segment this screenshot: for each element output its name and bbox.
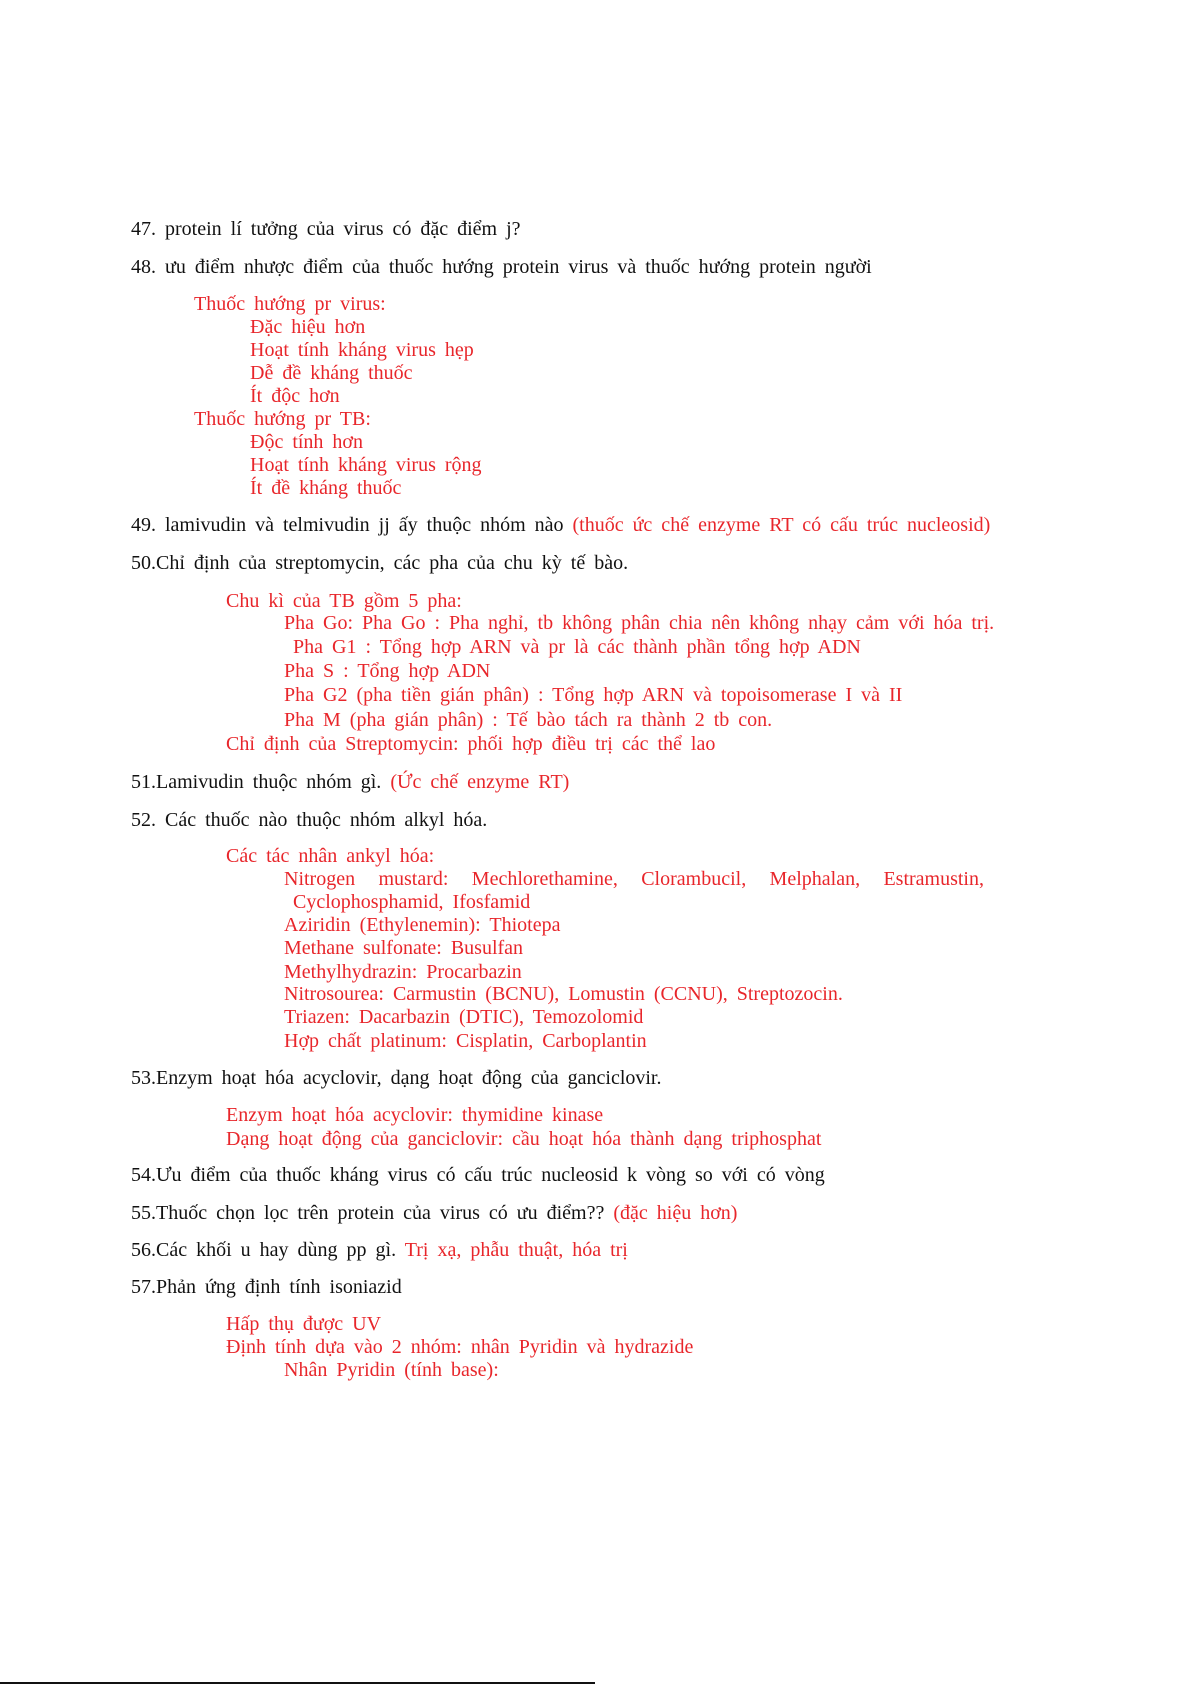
list-item: Pha Go: Pha Go : Pha nghỉ, tb không phân chia nên không nhạy cảm với hóa trị. bbox=[284, 612, 995, 634]
list-item: Hoạt tính kháng virus hẹp bbox=[250, 339, 474, 361]
list-item: Hợp chất platinum: Cisplatin, Carboplantin bbox=[284, 1030, 647, 1052]
list-item: Aziridin (Ethylenemin): Thiotepa bbox=[284, 914, 561, 936]
q50-cycle-label: Chu kì của TB gồm 5 pha: bbox=[226, 590, 462, 612]
answer: (Ức chế enzyme RT) bbox=[390, 771, 570, 793]
list-item: Pha G2 (pha tiền gián phân) : Tổng hợp ARN và topoisomerase I và II bbox=[284, 684, 903, 706]
list-item: Pha M (pha gián phân) : Tế bào tách ra thành 2 tb con. bbox=[284, 709, 773, 731]
q48-group-tb: Thuốc hướng pr TB: bbox=[194, 408, 371, 430]
list-item: Độc tính hơn bbox=[250, 431, 364, 453]
footer-rule bbox=[0, 1682, 595, 1684]
question-55: 55.Thuốc chọn lọc trên protein của virus có ưu điểm?? (đặc hiệu hơn) bbox=[131, 1202, 738, 1224]
q50-indication: Chỉ định của Streptomycin: phối hợp điều trị các thể lao bbox=[226, 733, 716, 755]
question-56: 56.Các khối u hay dùng pp gì. Trị xạ, phẫu thuật, hóa trị bbox=[131, 1239, 628, 1261]
list-item: Nitrosourea: Carmustin (BCNU), Lomustin (CCNU), Streptozocin. bbox=[284, 983, 843, 1005]
question-53: 53.Enzym hoạt hóa acyclovir, dạng hoạt động của ganciclovir. bbox=[131, 1067, 662, 1089]
list-item: Hấp thụ được UV bbox=[226, 1313, 382, 1335]
list-item: Pha S : Tổng hợp ADN bbox=[284, 660, 491, 682]
list-item-continuation: Cyclophosphamid, Ifosfamid bbox=[293, 891, 531, 913]
question-52: 52. Các thuốc nào thuộc nhóm alkyl hóa. bbox=[131, 809, 488, 831]
q52-label: Các tác nhân ankyl hóa: bbox=[226, 845, 435, 867]
list-item: Dạng hoạt động của ganciclovir: cầu hoạt hóa thành dạng triphosphat bbox=[226, 1128, 822, 1150]
list-item: Định tính dựa vào 2 nhóm: nhân Pyridin và hydrazide bbox=[226, 1336, 694, 1358]
list-item: Pha G1 : Tổng hợp ARN và pr là các thành phần tổng hợp ADN bbox=[284, 636, 861, 658]
q48-group-virus: Thuốc hướng pr virus: bbox=[194, 293, 386, 315]
list-item: Methane sulfonate: Busulfan bbox=[284, 937, 524, 959]
question-47: 47. protein lí tưởng của virus có đặc điểm j? bbox=[131, 218, 521, 240]
list-item: Ít độc hơn bbox=[250, 385, 340, 407]
list-item: Dễ đề kháng thuốc bbox=[250, 362, 413, 384]
question-48: 48. ưu điểm nhược điểm của thuốc hướng protein virus và thuốc hướng protein người bbox=[131, 256, 872, 278]
question-57: 57.Phản ứng định tính isoniazid bbox=[131, 1276, 402, 1298]
list-item: Triazen: Dacarbazin (DTIC), Temozolomid bbox=[284, 1006, 644, 1028]
list-item: Ít đề kháng thuốc bbox=[250, 477, 402, 499]
list-item: Methylhydrazin: Procarbazin bbox=[284, 961, 522, 983]
question-49: 49. lamivudin và telmivudin jj ấy thuộc nhóm nào (thuốc ức chế enzyme RT có cấu trúc nucleosid) bbox=[131, 514, 991, 536]
list-item: Nitrogen mustard: Mechlorethamine, Clorambucil, Melphalan, Estramustin, bbox=[284, 868, 984, 890]
list-item: Nhân Pyridin (tính base): bbox=[284, 1359, 499, 1381]
answer: (thuốc ức chế enzyme RT có cấu trúc nucleosid) bbox=[572, 514, 991, 536]
answer: Trị xạ, phẫu thuật, hóa trị bbox=[404, 1239, 628, 1261]
list-item: Đặc hiệu hơn bbox=[250, 316, 366, 338]
answer: (đặc hiệu hơn) bbox=[613, 1202, 738, 1224]
question-51: 51.Lamivudin thuộc nhóm gì. (Ức chế enzyme RT) bbox=[131, 771, 570, 793]
list-item: Hoạt tính kháng virus rộng bbox=[250, 454, 482, 476]
list-item: Enzym hoạt hóa acyclovir: thymidine kinase bbox=[226, 1104, 604, 1126]
question-50: 50.Chỉ định của streptomycin, các pha của chu kỳ tế bào. bbox=[131, 552, 629, 574]
question-54: 54.Ưu điểm của thuốc kháng virus có cấu trúc nucleosid k vòng so với có vòng bbox=[131, 1164, 825, 1186]
